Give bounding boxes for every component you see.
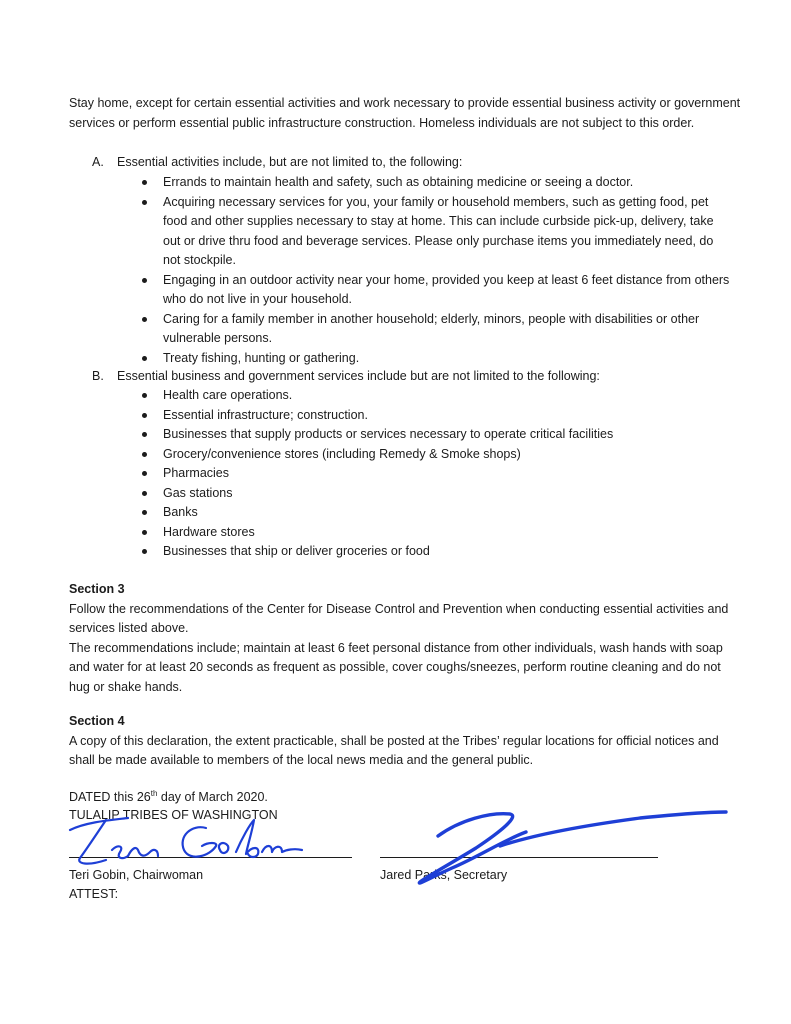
list-item: Treaty fishing, hunting or gathering.: [140, 349, 730, 369]
section-3-heading: Section 3: [69, 582, 125, 596]
list-item: Grocery/convenience stores (including Remedy & Smoke shops): [140, 445, 740, 465]
list-item: Businesses that ship or deliver groceries or food: [140, 542, 740, 562]
signature-teri-gobin: [66, 800, 326, 875]
list-item: Hardware stores: [140, 523, 740, 543]
section-b-text: Essential business and government services include but are not limited to the following:: [117, 369, 600, 383]
list-item: Essential infrastructure; construction.: [140, 406, 740, 426]
section-a-letter: A.: [92, 155, 104, 169]
list-item: Engaging in an outdoor activity near your home, provided you keep at least 6 feet distance from others who do not live in your household.: [140, 271, 730, 310]
section-3-paragraph-1: Follow the recommendations of the Center for Disease Control and Prevention when conducting essential activities and services listed above.: [69, 601, 729, 635]
section-3: [69, 580, 729, 697]
bullet-icon: [142, 413, 147, 418]
section-a-bullet-list: [140, 173, 730, 368]
section-b-letter: B.: [92, 369, 104, 383]
bullet-icon: [142, 530, 147, 535]
section-a-text: Essential activities include, but are not limited to, the following:: [117, 155, 463, 169]
list-item: Banks: [140, 503, 740, 523]
section-3-paragraph-2: The recommendations include; maintain at least 6 feet personal distance from other individuals, wash hands with soap and water for at least 20 seconds as frequent as possible, cover coughs/sneezes, perform routine cleaning and do not hug or shake hands.: [69, 640, 723, 694]
section-4-paragraph: A copy of this declaration, the extent practicable, shall be posted at the Tribes’ regular locations for official notices and shall be made available to members of the local news media and the general public.: [69, 733, 719, 767]
bullet-icon: [142, 491, 147, 496]
section-b-bullet-list: [140, 386, 740, 562]
list-item: Health care operations.: [140, 386, 740, 406]
bullet-icon: [142, 549, 147, 554]
bullet-icon: [142, 510, 147, 515]
signer-2-name: Jared Parks, Secretary: [380, 868, 508, 882]
bullet-icon: [142, 180, 147, 185]
intro-text: Stay home, except for certain essential activities and work necessary to provide essential business activity or government services or perform essential public infrastructure construction. Homeless individuals are not subject to this order.: [69, 96, 741, 130]
section-4: [69, 712, 734, 771]
list-item: Pharmacies: [140, 464, 740, 484]
section-a-header: [92, 153, 732, 173]
bullet-icon: [142, 452, 147, 457]
dated-line: DATED this 26th day of March 2020.: [69, 788, 268, 804]
signature-jared-parks: [380, 790, 730, 890]
bullet-icon: [142, 393, 147, 398]
bullet-icon: [142, 432, 147, 437]
bullet-icon: [142, 317, 147, 322]
intro-paragraph: [69, 94, 749, 133]
bullet-icon: [142, 356, 147, 361]
bullet-icon: [142, 200, 147, 205]
bullet-icon: [142, 471, 147, 476]
org-name: TULALIP TRIBES OF WASHINGTON: [69, 808, 278, 822]
bullet-icon: [142, 278, 147, 283]
section-4-heading: Section 4: [69, 714, 125, 728]
signer-1-name: Teri Gobin, Chairwoman: [69, 868, 204, 882]
list-item: Acquiring necessary services for you, your family or household members, such as getting food, pet food and other supplies necessary to stay at home. This can include curbside pick-up, delivery, take out or drive thru food and beverage services. Please only purchase items you immediately need, do not stockpile.: [140, 193, 730, 271]
section-b-header: [92, 367, 732, 387]
list-item: Businesses that supply products or services necessary to operate critical facilities: [140, 425, 740, 445]
list-item: Gas stations: [140, 484, 740, 504]
list-item: Caring for a family member in another household; elderly, minors, people with disabilities or other vulnerable persons.: [140, 310, 730, 349]
list-item: Errands to maintain health and safety, such as obtaining medicine or seeing a doctor.: [140, 173, 730, 193]
attest-label: ATTEST:: [69, 887, 119, 901]
